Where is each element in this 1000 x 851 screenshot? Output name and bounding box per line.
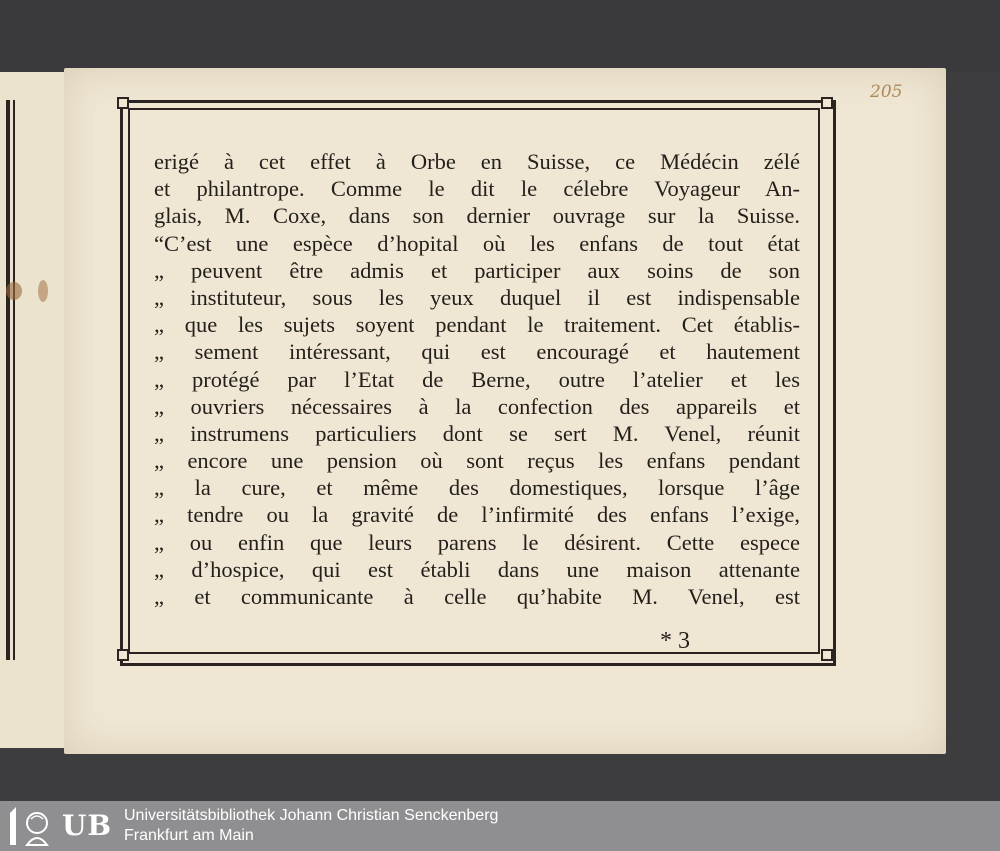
folio-number: 205 — [870, 82, 903, 102]
frame-corner-top-right — [821, 97, 833, 109]
text-line: „ peuvent être admis et participer aux soins de son — [154, 257, 800, 283]
text-line: „ sement intéressant, qui est encouragé et hautement — [154, 339, 800, 365]
text-line: „ que les sujets soyent pendant le traitement. Cet établis- — [154, 312, 800, 338]
facing-page-border — [6, 100, 10, 660]
portrait-icon — [4, 805, 58, 847]
text-line: „ instituteur, sous les yeux duquel il est indispensable — [154, 284, 800, 310]
institution-name: Universitätsbibliothek Johann Christian Senckenberg — [124, 807, 499, 824]
institution-city: Frankfurt am Main — [124, 827, 254, 844]
frame-corner-bottom-left — [117, 649, 129, 661]
text-line: „ tendre ou la gravité de l’infirmité des enfans l’exige, — [154, 502, 800, 528]
library-logo[interactable] — [4, 805, 116, 847]
paper-stain — [38, 280, 48, 302]
text-line: et philantrope. Comme le dit le célebre Voyageur An- — [154, 176, 800, 202]
text-line: „ encore une pension où sont reçus les enfans pendant — [154, 448, 800, 474]
body-text — [154, 148, 800, 610]
facing-page-border-inner — [13, 100, 15, 660]
text-line: „ et communicante à celle qu’habite M. Venel, est — [154, 584, 800, 609]
frame-corner-bottom-right — [821, 649, 833, 661]
scan-background — [0, 0, 1000, 72]
text-line: „ ouvriers nécessaires à la confection des appareils et — [154, 393, 800, 419]
text-line: „ protégé par l’Etat de Berne, outre l’atelier et les — [154, 366, 800, 392]
text-line: „ instrumens particuliers dont se sert M. Venel, réunit — [154, 420, 800, 446]
text-line: glais, M. Coxe, dans son dernier ouvrage sur la Suisse. — [154, 203, 800, 229]
book-page — [64, 68, 946, 754]
text-line: „ la cure, et même des domestiques, lorsque l’âge — [154, 475, 800, 501]
text-line: „ ou enfin que leurs parens le désirent. Cette espece — [154, 529, 800, 555]
text-line: “C’est une espèce d’hopital où les enfans de tout état — [154, 230, 800, 256]
signature-mark: * 3 — [660, 628, 690, 654]
text-line: „ d’hospice, qui est établi dans une maison attenante — [154, 556, 800, 582]
logo-text: UB — [62, 809, 113, 842]
frame-corner-top-left — [117, 97, 129, 109]
paper-stain — [6, 282, 22, 300]
footer-bar — [0, 801, 1000, 851]
text-line: erigé à cet effet à Orbe en Suisse, ce Médécin zélé — [154, 149, 800, 174]
facing-page-edge — [0, 72, 71, 748]
